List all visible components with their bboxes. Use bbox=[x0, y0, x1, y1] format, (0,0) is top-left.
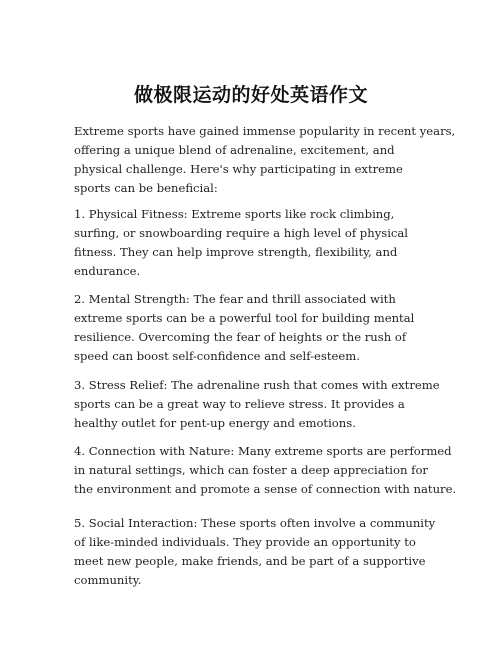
paragraph-line: extreme sports can be a powerful tool for building mental bbox=[74, 311, 415, 325]
paragraph-line: the environment and promote a sense of connection with nature. bbox=[74, 482, 457, 496]
paragraph-line: speed can boost self-confidence and self-esteem. bbox=[74, 349, 360, 363]
paragraph-line: 4. Connection with Nature: Many extreme sports are performed bbox=[74, 444, 452, 458]
paragraph-line: surfing, or snowboarding require a high level of physical bbox=[74, 226, 409, 240]
paragraph-line: 3. Stress Relief: The adrenaline rush that comes with extreme bbox=[74, 378, 440, 392]
paragraph-mental-strength bbox=[74, 290, 444, 366]
paragraph-intro bbox=[74, 122, 456, 198]
paragraph-line: Extreme sports have gained immense popularity in recent years, bbox=[74, 124, 456, 138]
paragraph-line: community. bbox=[74, 573, 142, 587]
paragraph-line: meet new people, make friends, and be part of a supportive bbox=[74, 554, 426, 568]
paragraph-physical-fitness bbox=[74, 205, 444, 281]
paragraph-stress-relief bbox=[74, 376, 444, 433]
paragraph-line: healthy outlet for pent-up energy and emotions. bbox=[74, 416, 356, 430]
paragraph-line: 1. Physical Fitness: Extreme sports like rock climbing, bbox=[74, 207, 395, 221]
paragraph-line: sports can be a great way to relieve stress. It provides a bbox=[74, 397, 405, 411]
paragraph-line: endurance. bbox=[74, 264, 141, 278]
paragraph-line: fitness. They can help improve strength, flexibility, and bbox=[74, 245, 398, 259]
paragraph-line: sports can be beneficial: bbox=[74, 181, 218, 195]
paragraph-line: 2. Mental Strength: The fear and thrill associated with bbox=[74, 292, 396, 306]
paragraph-connection-nature bbox=[74, 442, 457, 499]
paragraph-line: physical challenge. Here's why participating in extreme bbox=[74, 162, 403, 176]
paragraph-social-interaction bbox=[74, 514, 444, 590]
paragraph-line: of like-minded individuals. They provide an opportunity to bbox=[74, 535, 416, 549]
paragraph-line: resilience. Overcoming the fear of heights or the rush of bbox=[74, 330, 407, 344]
paragraph-line: 5. Social Interaction: These sports often involve a community bbox=[74, 516, 436, 530]
paragraph-line: in natural settings, which can foster a deep appreciation for bbox=[74, 463, 428, 477]
paragraph-line: offering a unique blend of adrenaline, excitement, and bbox=[74, 143, 395, 157]
document-title: 做极限运动的好处英语作文 bbox=[133, 84, 368, 106]
